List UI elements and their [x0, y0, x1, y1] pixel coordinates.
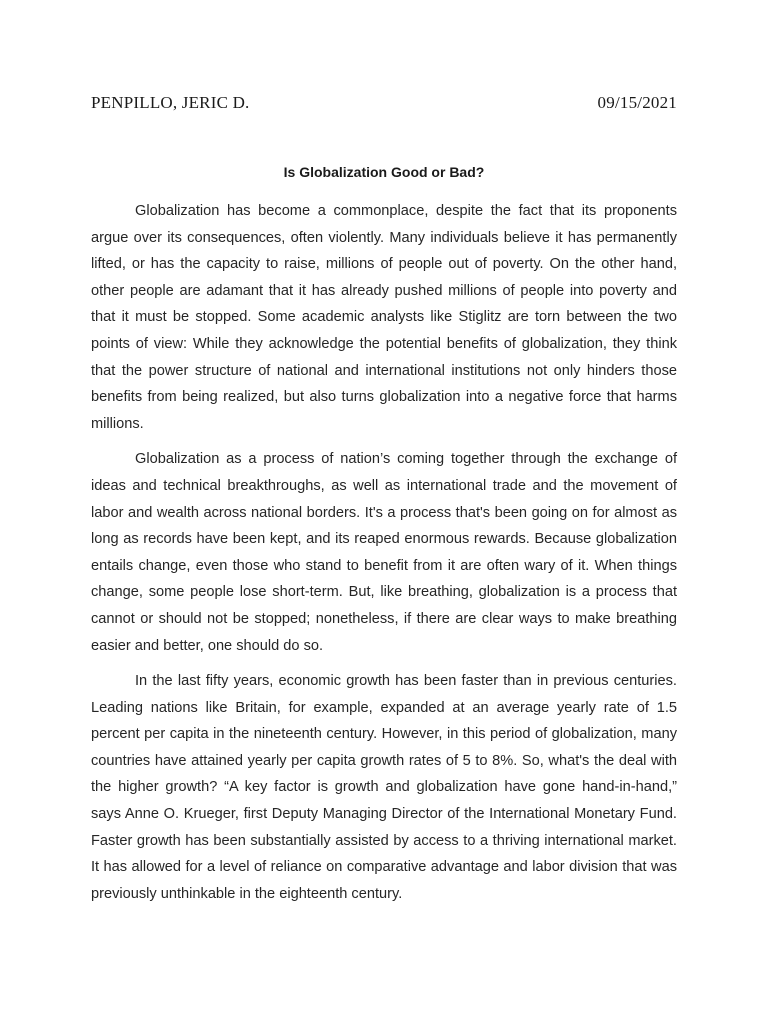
document-date: 09/15/2021: [597, 93, 677, 112]
paragraph-3: In the last fifty years, economic growth has been faster than in previous centuries. Leading nations like Britain, for example, expanded at an average yearly rate of 1.5 percent per capita in the nineteenth century. However, in this period of globalization, many countries have attained yearly per capita growth rates of 5 to 8%. So, what's the deal with the higher growth? “A key factor is growth and globalization have gone hand-in-hand,” says Anne O. Krueger, first Deputy Managing Director of the International Monetary Fund. Faster growth has been substantially assisted by access to a thriving international market. It has allowed for a level of reliance on comparative advantage and labor division that was previously unthinkable in the eighteenth century.: [91, 673, 677, 902]
essay-body: [91, 198, 677, 916]
paragraph-2: Globalization as a process of nation’s coming together through the exchange of ideas and technical breakthroughs, as well as international trade and the movement of labor and wealth across national borders. It's a process that's been going on for almost as long as records have been kept, and its reaped enormous rewards. Because globalization entails change, even those who stand to benefit from it are often wary of it. When things change, some people lose short-term. But, like breathing, globalization is a process that cannot or should not be stopped; nonetheless, if there are clear ways to make breathing easier and better, one should do so.: [91, 451, 677, 654]
document-header: [91, 93, 677, 113]
paragraph-1: Globalization has become a commonplace, despite the fact that its proponents argue over its consequences, often violently. Many individuals believe it has permanently lifted, or has the capacity to raise, millions of people out of poverty. On the other hand, other people are adamant that it has already pushed millions of people into poverty and that it must be stopped. Some academic analysts like Stiglitz are torn between the two points of view: While they acknowledge the potential benefits of globalization, they think that the power structure of national and international institutions not only hinders those benefits from being realized, but also turns globalization into a negative force that harms millions.: [91, 203, 677, 432]
essay-title: Is Globalization Good or Bad?: [283, 164, 485, 180]
author-name: PENPILLO, JERIC D.: [91, 93, 250, 112]
